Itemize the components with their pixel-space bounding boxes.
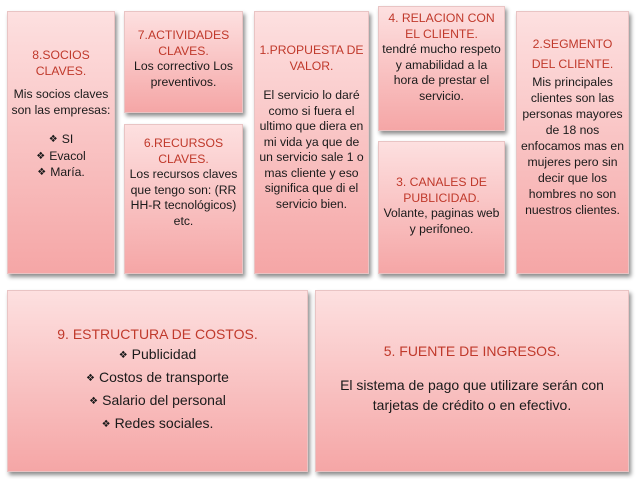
costos-list-item: ❖ Salario del personal	[89, 392, 226, 408]
segmento-title: 2.SEGMENTO DEL CLIENTE.	[531, 37, 614, 71]
card-segmento-cliente	[516, 11, 629, 274]
card-estructura-costos	[7, 290, 308, 472]
recursos-title: 6.RECURSOS CLAVES.	[143, 136, 224, 166]
card-actividades-claves	[124, 11, 243, 113]
costos-list-item: ❖ Publicidad	[118, 346, 197, 362]
socios-list-item: ❖ SI	[48, 132, 74, 146]
propuesta-body: El servicio lo daré como si fuera el ultimo que diera en mi vida ya que de un servicio sale 1 o mas cliente y eso significa que di el servicio bien.	[259, 88, 364, 211]
canales-title: 3. CANALES DE PUBLICIDAD.	[396, 175, 487, 205]
socios-list	[11, 132, 111, 182]
ingresos-title: 5. FUENTE DE INGRESOS.	[383, 343, 561, 359]
diamond-bullet-icon: ❖	[37, 167, 47, 178]
diamond-bullet-icon: ❖	[36, 150, 46, 162]
card-recursos-claves	[124, 124, 243, 274]
canales-body: Volante, paginas web y perifoneo.	[383, 206, 500, 236]
socios-title: 8.SOCIOS CLAVES.	[32, 48, 90, 78]
diamond-bullet-icon: ❖	[101, 419, 111, 430]
card-propuesta-de-valor	[254, 11, 369, 274]
costos-title: 9. ESTRUCTURA DE COSTOS.	[57, 326, 258, 342]
card-canales-publicidad	[378, 141, 505, 274]
socios-list-item: ❖ Evacol	[36, 148, 86, 163]
socios-list-item: ❖ María.	[37, 165, 85, 179]
segmento-body: Mis principales clientes son las personas mayores de 18 nos enfocamos mas en mujeres pero sin decir que los hombres no son nuestros clientes.	[521, 75, 624, 217]
diamond-bullet-icon: ❖	[118, 350, 128, 361]
costos-list	[11, 344, 304, 436]
relacion-title: 4. RELACION CON EL CLIENTE.	[388, 11, 495, 41]
card-fuente-ingresos	[315, 290, 629, 472]
ingresos-body: El sistema de pago que utilizare serán con tarjetas de crédito o en efectivo.	[340, 377, 604, 413]
propuesta-title: 1.PROPUESTA DE VALOR.	[259, 43, 364, 73]
socios-body: Mis socios claves son las empresas:	[11, 87, 111, 117]
diamond-bullet-icon: ❖	[48, 134, 58, 145]
card-relacion-cliente	[378, 6, 505, 131]
actividades-title: 7.ACTIVIDADES CLAVES.	[137, 28, 230, 58]
diamond-bullet-icon: ❖	[89, 396, 99, 407]
costos-list-item: ❖ Costos de transporte	[86, 369, 229, 385]
diamond-bullet-icon: ❖	[86, 373, 95, 384]
relacion-body: tendré mucho respeto y amabilidad a la hora de prestar el servicio.	[382, 42, 501, 103]
card-socios-claves	[7, 11, 115, 274]
actividades-body: Los correctivo Los preventivos.	[134, 59, 233, 89]
costos-list-item: ❖ Redes sociales.	[101, 415, 214, 431]
recursos-body: Los recursos claves que tengo son: (RR HH-R tecnológicos) etc.	[129, 167, 238, 228]
